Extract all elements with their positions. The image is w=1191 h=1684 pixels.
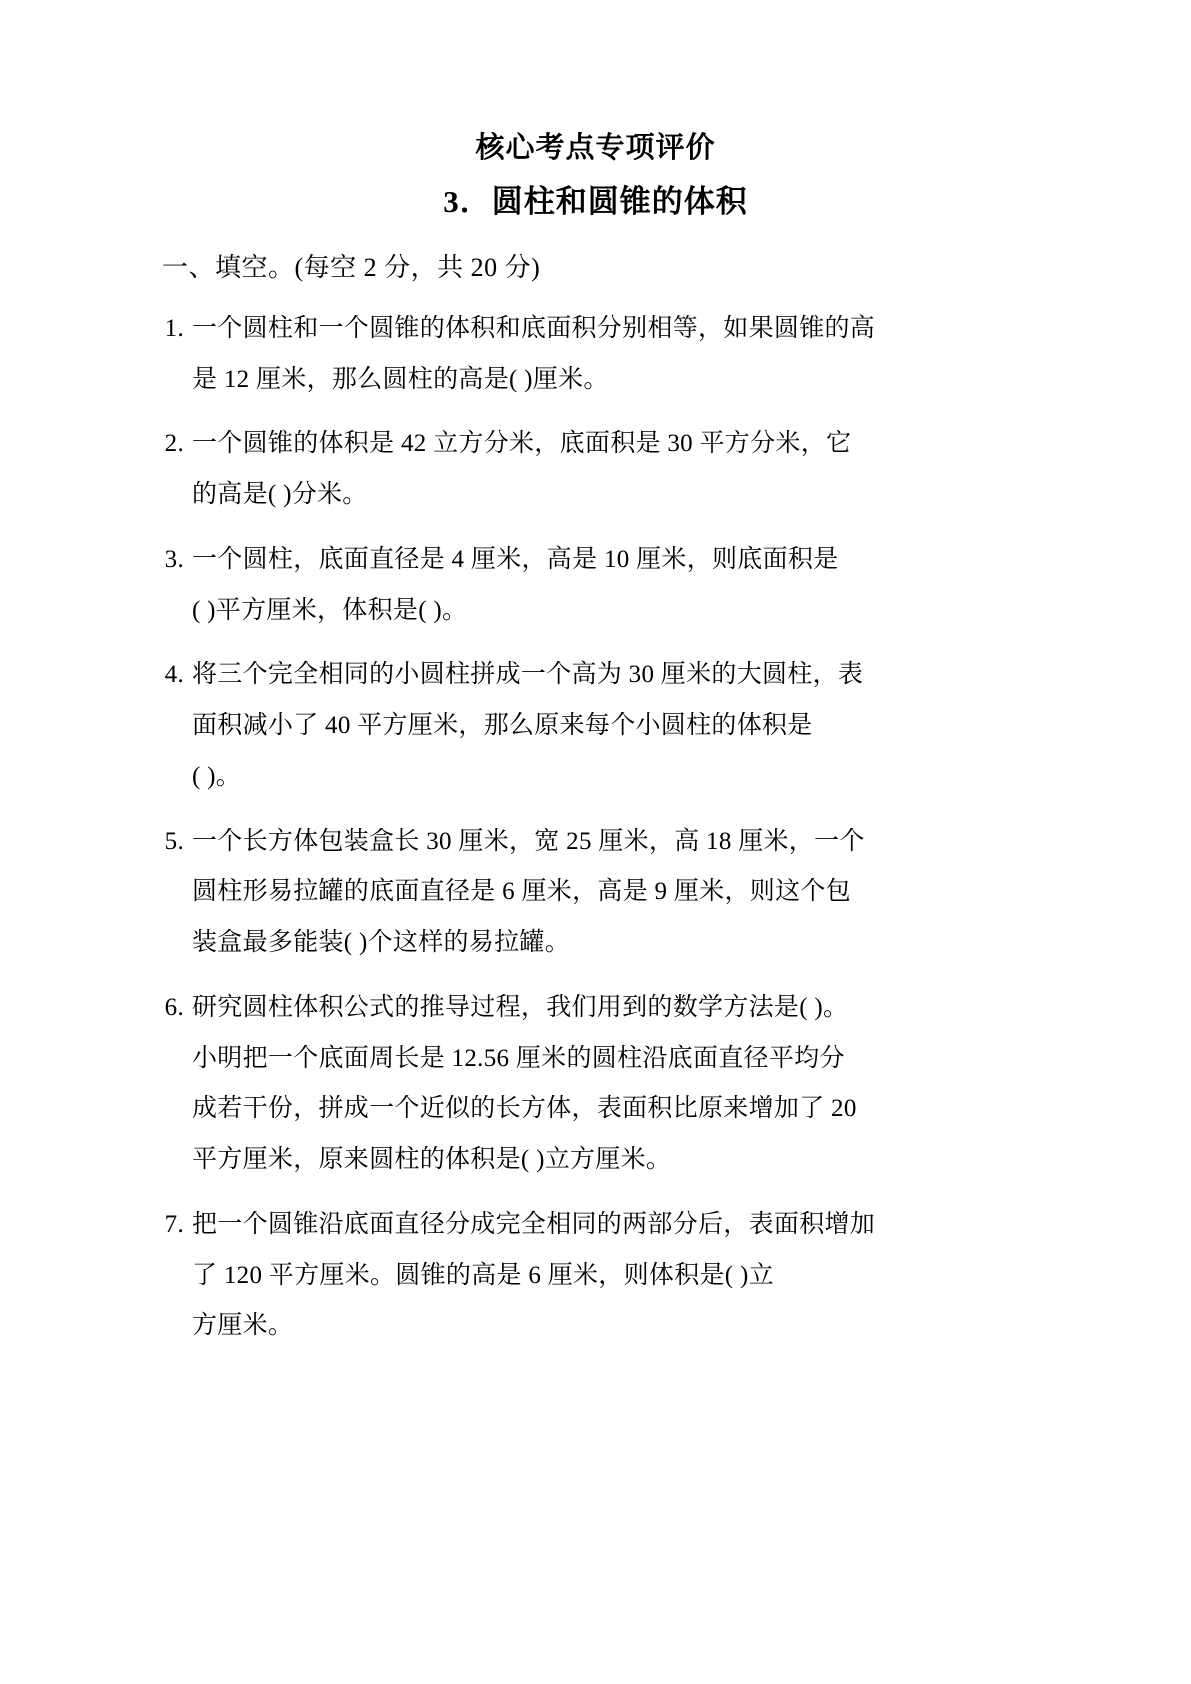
page-subtitle: 3．圆柱和圆锥的体积 [443,183,748,219]
page-title: 核心考点专项评价 [475,132,716,164]
question-line: 一个圆柱，底面直径是 4 厘米，高是 10 厘米，则底面积是 [192,545,839,573]
section-heading: 一、填空。(每空 2 分，共 20 分) [162,252,541,282]
question-line: 了 120 平方厘米。圆锥的高是 6 厘米，则体积是( )立 [192,1261,774,1289]
question-line: 研究圆柱体积公式的推导过程，我们用到的数学方法是( )。 [192,993,849,1021]
question-number: 6. [164,993,184,1021]
question-item [150,651,1041,801]
question-item [150,536,1041,636]
question-line: 一个长方体包装盒长 30 厘米，宽 25 厘米，高 18 厘米，一个 [192,827,865,855]
question-line: 将三个完全相同的小圆柱拼成一个高为 30 厘米的大圆柱，表 [192,661,864,689]
question-line: 是 12 厘米，那么圆柱的高是( )厘米。 [192,365,609,393]
question-body [192,1201,1041,1351]
question-item [150,420,1041,520]
question-line: 平方厘米，原来圆柱的体积是( )立方厘米。 [192,1146,672,1174]
question-line: 成若干份，拼成一个近似的长方体，表面积比原来增加了 20 [192,1095,857,1123]
question-number: 1. [164,314,184,342]
question-line: 小明把一个底面周长是 12.56 厘米的圆柱沿底面直径平均分 [192,1044,845,1072]
question-line: ( )。 [192,762,242,790]
question-list [150,305,1041,1351]
question-body [192,420,1041,520]
question-item [150,1201,1041,1351]
question-line: 一个圆锥的体积是 42 立方分米，底面积是 30 平方分米，它 [192,430,852,458]
question-line: 方厘米。 [192,1312,294,1340]
question-number: 4. [164,661,184,689]
question-body [192,651,1041,801]
question-body [192,305,1041,405]
question-number: 7. [164,1210,184,1238]
question-line: 一个圆柱和一个圆锥的体积和底面积分别相等，如果圆锥的高 [192,314,876,342]
question-number: 2. [164,430,184,458]
question-line: 圆柱形易拉罐的底面直径是 6 厘米，高是 9 厘米，则这个包 [192,878,852,906]
question-body [192,536,1041,636]
question-line: ( )平方厘米，体积是( )。 [192,596,468,624]
question-number: 3. [164,545,184,573]
question-line: 把一个圆锥沿底面直径分成完全相同的两部分后，表面积增加 [192,1210,876,1238]
question-line: 面积减小了 40 平方厘米，那么原来每个小圆柱的体积是 [192,712,813,740]
question-item [150,984,1041,1185]
question-item [150,818,1041,968]
question-body [192,818,1041,968]
question-body [192,984,1041,1185]
question-line: 的高是( )分米。 [192,481,368,509]
question-item [150,305,1041,405]
question-line: 装盒最多能装( )个这样的易拉罐。 [192,929,571,957]
question-number: 5. [164,827,184,855]
